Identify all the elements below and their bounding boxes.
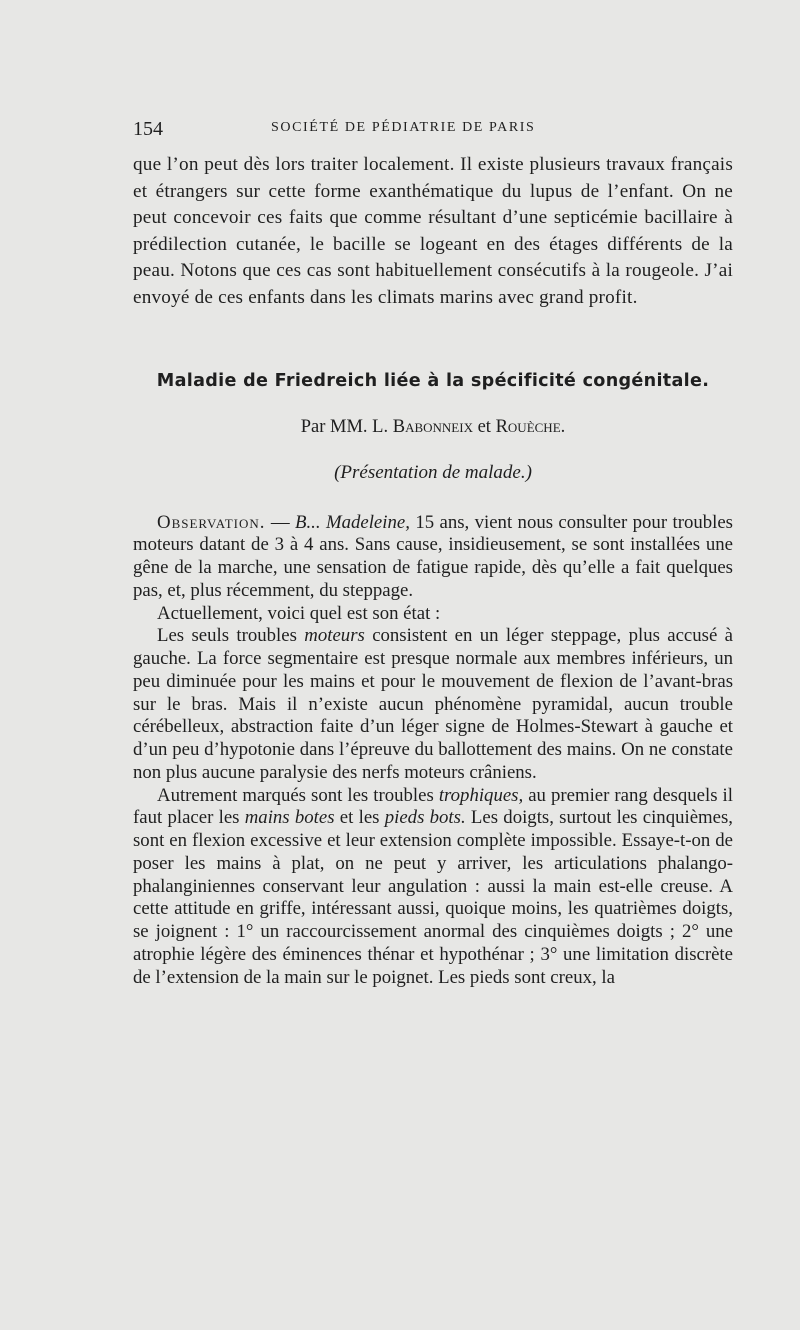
patient-initial: B... — [295, 511, 321, 533]
trophiques-mid-2: et les — [334, 807, 385, 829]
byline — [133, 414, 733, 440]
paragraph-actuellement: Actuellement, voici quel est son état : — [157, 602, 441, 624]
section-subtitle: (Présentation de malade.) — [334, 461, 532, 483]
patient-name: Madeleine, — [325, 511, 410, 533]
page — [133, 118, 733, 989]
byline-prefix: Par MM. L. — [300, 416, 389, 437]
moteurs-text: consistent en un léger steppage, plus accusé à gauche. La force segmentaire est presque normale aux membres inférieurs, un peu diminuée pour les mains et pour le mouvement de flexion de l’avant-bras sur le bras. Mais il n’existe aucun phénomène pyramidal, aucun trouble cérébelleux, abstraction faite d’un léger signe de Holmes-Stewart à gauche et d’un peu d’hypotonie dans l’épreuve du ballottement des mains. On ne constate non plus aucune paralysie des nerfs moteurs crâniens. — [133, 625, 734, 783]
section-title: Maladie de Friedreich liée à la spécificité congénitale. — [156, 370, 710, 391]
page-number: 154 — [133, 118, 163, 140]
mains-botes-emphasis: mains botes — [244, 807, 335, 829]
pieds-bots-emphasis: pieds bots. — [384, 807, 466, 829]
observation-label: Observation. — [157, 511, 266, 533]
moteurs-emphasis: moteurs — [304, 625, 365, 647]
observation-paragraph — [133, 512, 733, 603]
body-text — [133, 512, 733, 990]
trophiques-text: Les doigts, surtout les cinquièmes, sont en flexion excessive et leur extension complète impossible. Essaye-t-on de poser les mains à plat, on ne peut y arriver, les articulations phalango-phalanginiennes conservant leur angulation : aussi la main est-elle creuse. A cette attitude en griffe, intéressant aussi, quoique moins, les quatrièmes doigts, se joignent : 1° un raccourcissement anormal des cinquièmes doigts ; 2° une atrophie légère des éminences thénar et hypothénar ; 3° une limitation discrète de l’extension de la main sur le poignet. Les pieds sont creux, la — [133, 807, 733, 988]
paragraph-trophiques — [133, 785, 733, 990]
trophiques-lead: Autrement marqués sont les troubles — [157, 784, 439, 806]
paragraph-moteurs — [133, 625, 733, 784]
author-2: Rouèche. — [495, 416, 566, 437]
byline-conjunction: et — [477, 416, 491, 437]
running-title: SOCIÉTÉ DE PÉDIATRIE DE PARIS — [271, 120, 536, 135]
moteurs-lead: Les seuls troubles — [157, 625, 305, 647]
running-header — [133, 118, 733, 146]
trophiques-mid-1: au premier rang desquels il faut placer les — [133, 784, 733, 829]
observation-dash: — — [265, 511, 295, 533]
trophiques-emphasis: trophiques, — [438, 784, 524, 806]
author-1: Babonneix — [392, 416, 473, 437]
top-paragraph: que l’on peut dès lors traiter localement. Il existe plusieurs travaux français et étrangers sur cette forme exanthématique du lupus de l’enfant. On ne peut concevoir ces faits que comme résultant d’une septicémie bacillaire à prédilection cutanée, le bacille se logeant en des étages différents de la peau. Notons que ces cas sont habituellement consécutifs à la rougeole. J’ai envoyé de ces enfants dans les climats marins avec grand profit. — [133, 154, 733, 308]
observation-text: 15 ans, vient nous consulter pour troubles moteurs datant de 3 à 4 ans. Sans cause, insidieusement, se sont installées une gêne de la marche, une sensation de fatigue rapide, dès qu’elle a fait quelques pas, et, plus récemment, du steppage. — [133, 511, 733, 601]
